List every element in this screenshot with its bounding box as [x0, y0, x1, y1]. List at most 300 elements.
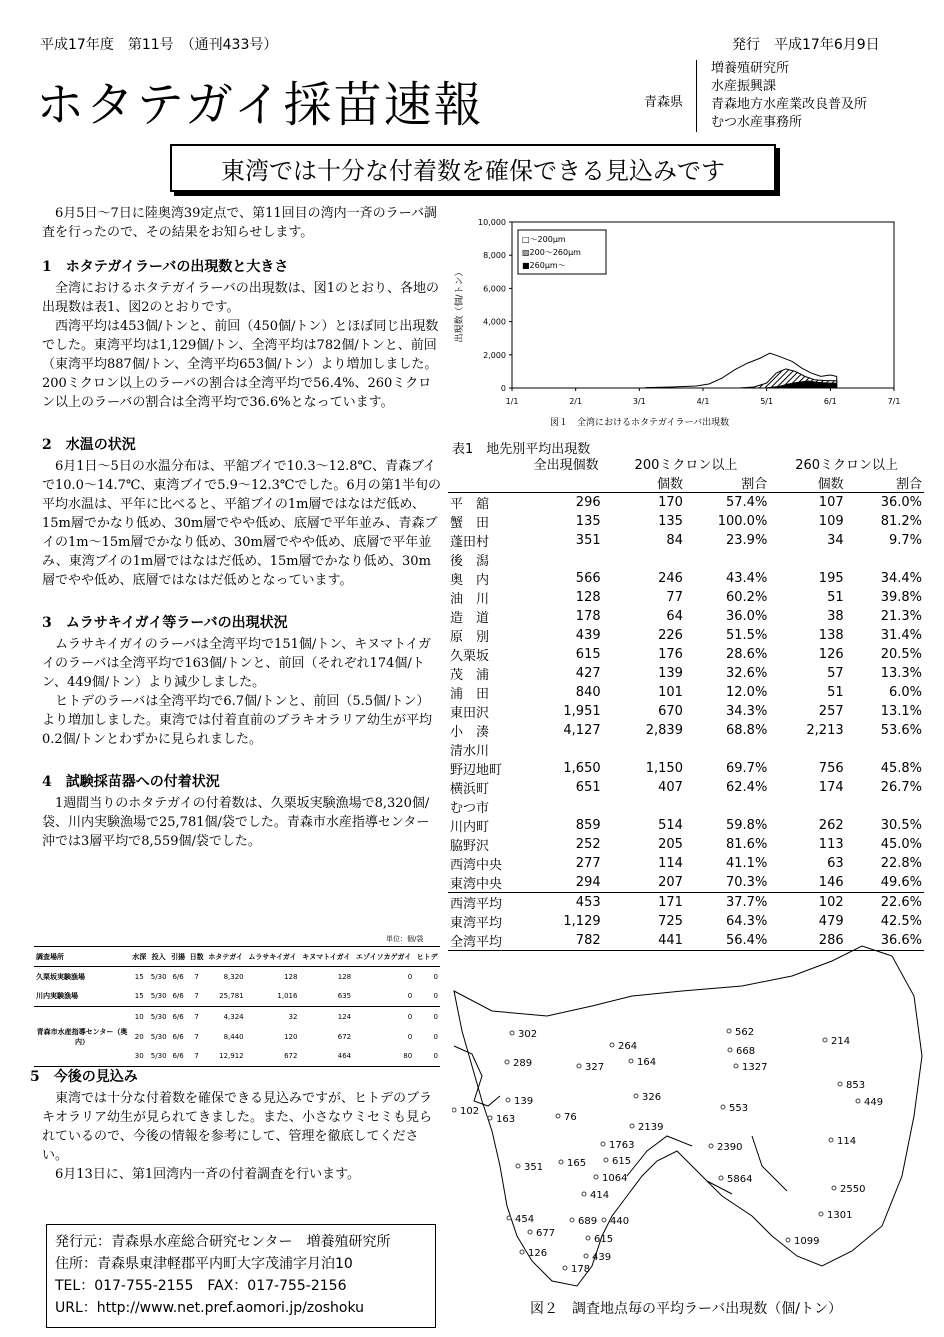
table-cell: 30 — [130, 1047, 149, 1067]
station-value: 2550 — [840, 1184, 866, 1195]
station-value: 5864 — [727, 1174, 753, 1185]
table-cell: 60.2% — [726, 590, 768, 605]
table-cell: 5/30 — [149, 1047, 169, 1067]
table-cell: 49.6% — [880, 875, 922, 890]
station-value: 76 — [564, 1112, 577, 1123]
table-cell: 195 — [818, 571, 844, 586]
station-marker — [610, 1043, 614, 1047]
table-cell: 57 — [827, 666, 844, 681]
table-header-cell: 水深 — [130, 947, 149, 967]
table-cell: 41.1% — [726, 856, 768, 871]
table-cell: 45.8% — [880, 761, 922, 776]
table-cell — [846, 740, 924, 759]
station-value: 1763 — [609, 1140, 635, 1151]
table-cell: 672 — [337, 1032, 352, 1041]
station-value: 163 — [496, 1114, 516, 1125]
table-cell: 126 — [818, 647, 844, 662]
x-tick-label: 7/1 — [887, 397, 901, 406]
issue-number: 平成17年度 第11号 （通刊433号） — [40, 37, 278, 53]
station-value: 102 — [460, 1106, 480, 1117]
table-subheader-row — [448, 473, 924, 493]
table-cell — [685, 740, 769, 759]
station-marker — [528, 1230, 532, 1234]
table-cell — [510, 797, 602, 816]
section-2 — [42, 436, 442, 590]
table-cell: 102 — [769, 893, 845, 913]
location-name: 東湾平均 — [450, 916, 503, 931]
group200-header: 200ミクロン以上 — [634, 458, 738, 473]
table-cell: 5/30 — [150, 972, 167, 981]
station-value: 449 — [864, 1097, 884, 1108]
table-cell — [510, 550, 602, 569]
table-cell: 32 — [246, 1007, 300, 1027]
table-cell: 77 — [666, 590, 683, 605]
address-line: 住所：青森県東津軽郡平内町大字茂浦字月泊10 — [55, 1256, 353, 1272]
table-cell: 57.4% — [685, 493, 769, 513]
table-row — [448, 873, 924, 893]
station-marker — [582, 1192, 586, 1196]
table-cell: 64.3% — [726, 914, 768, 929]
table-cell: 479 — [818, 914, 844, 929]
table-cell: 30.5% — [880, 818, 922, 833]
table-row — [448, 854, 924, 873]
table-cell: 32.6% — [726, 666, 768, 681]
table-cell: 45.0% — [880, 837, 922, 852]
table-row — [448, 531, 924, 550]
table-cell: 135 — [658, 514, 683, 529]
x-tick-label: 5/1 — [760, 397, 774, 406]
table-row — [448, 645, 924, 664]
table-cell — [510, 740, 602, 759]
station-marker — [634, 1094, 638, 1098]
sub-count-header: 個数 — [817, 477, 844, 492]
table-cell: 81.6% — [726, 837, 768, 852]
station-marker — [856, 1099, 860, 1103]
table-header-cell: キヌマトイガイ — [299, 947, 353, 967]
table-header-cell: ヒトデ — [414, 947, 440, 967]
table-cell: 21.3% — [880, 609, 922, 624]
headline: 東湾では十分な付着数を確保できる見込みです — [170, 144, 776, 192]
table-header-cell: ホタテガイ — [206, 947, 246, 967]
table-cell: 207 — [658, 875, 683, 890]
table-cell: 174 — [818, 780, 844, 795]
station-marker — [727, 1029, 731, 1033]
table-cell: 6/6 — [169, 1007, 188, 1027]
table-cell: 670 — [658, 704, 683, 719]
table-row — [448, 778, 924, 797]
table-row — [448, 550, 924, 569]
sub-count-header: 個数 — [656, 477, 683, 492]
table-header-cell: 引揚 — [169, 947, 188, 967]
station-value: 139 — [514, 1096, 534, 1107]
table-cell: 205 — [658, 837, 683, 852]
location-name: むつ市 — [450, 801, 490, 816]
table-cell: 464 — [299, 1047, 353, 1067]
station-value: 615 — [612, 1156, 632, 1167]
table-cell: 青森市水産指導センター（奥内） — [34, 1007, 130, 1067]
sub-ratio-header: 割合 — [895, 477, 922, 492]
table-cell: 7 — [187, 1047, 206, 1067]
table-cell: 1,150 — [645, 761, 683, 776]
table-cell: 859 — [575, 818, 601, 833]
x-tick-label: 3/1 — [632, 397, 646, 406]
table-cell: 128 — [337, 972, 352, 981]
location-name: 原 別 — [450, 630, 490, 645]
table-row — [448, 493, 924, 513]
station-value: 853 — [846, 1080, 866, 1091]
table-cell: 62.4% — [726, 780, 768, 795]
table-cell: 128 — [575, 590, 601, 605]
station-marker — [559, 1160, 563, 1164]
larva-chart — [448, 212, 918, 432]
table-row — [448, 721, 924, 740]
table-cell: 36.6% — [846, 931, 924, 951]
table-cell: 10 — [130, 1007, 149, 1027]
station-marker — [819, 1212, 823, 1216]
station-marker — [629, 1059, 633, 1063]
table-cell: 川内実験漁場 — [36, 992, 78, 1001]
station-marker — [786, 1238, 790, 1242]
location-name: 横浜町 — [450, 782, 490, 797]
station-marker — [507, 1216, 511, 1220]
table-cell: 441 — [603, 931, 685, 951]
table-cell: 15 — [134, 972, 144, 981]
table-cell: 146 — [818, 875, 844, 890]
x-tick-label: 1/1 — [505, 397, 519, 406]
table-cell: 0 — [433, 1032, 438, 1041]
table-cell: 120 — [284, 1032, 298, 1041]
station-value: 326 — [642, 1092, 662, 1103]
table1-title: 表1 地先別平均出現数 — [452, 442, 591, 457]
table2-unit: 単位：個/袋 — [386, 935, 424, 943]
section-heading: 2 水温の状況 — [42, 437, 136, 453]
page-title: ホタテガイ採苗速報 — [36, 77, 484, 133]
table-cell: 12,912 — [206, 1047, 246, 1067]
table-cell: 37.7% — [685, 893, 769, 913]
station-value: 1327 — [742, 1062, 768, 1073]
station-value: 289 — [513, 1058, 533, 1069]
table-cell: 8,440 — [223, 1032, 244, 1041]
table-cell: 9.7% — [888, 533, 922, 548]
table-cell: 2,213 — [806, 723, 844, 738]
table-cell: 109 — [818, 514, 844, 529]
y-tick-label: 10,000 — [478, 218, 506, 227]
table-cell: 294 — [575, 875, 601, 890]
local-larva-table-body — [448, 454, 924, 951]
table-row — [448, 512, 924, 531]
table-cell: 68.8% — [726, 723, 768, 738]
table-cell: 170 — [603, 493, 685, 513]
table-header-cell: 投入 — [149, 947, 169, 967]
table-row — [448, 569, 924, 588]
bay-outline — [454, 946, 922, 1286]
station-value: 562 — [735, 1027, 755, 1038]
table-cell: 840 — [575, 685, 601, 700]
table-cell: 0 — [407, 992, 413, 1001]
section-heading: 3 ムラサキイガイ等ラーバの出現状況 — [42, 615, 288, 631]
table-cell — [685, 550, 769, 569]
y-axis-label: 出現数（個/トン） — [455, 267, 465, 343]
contact-line: TEL：017-755-2155 FAX：017-755-2156 — [55, 1278, 347, 1294]
station-value: 439 — [592, 1252, 612, 1263]
x-tick-label: 2/1 — [569, 397, 583, 406]
section-paragraph: 東湾では十分な付着数を確保できる見込みですが、ヒトデのブラキオラリア幼生が見られてきました。また、小さなウミセミも見られているので、今後の情報を参考にして、管理を徹底してください。 — [42, 1091, 433, 1163]
table-cell: 38 — [827, 609, 844, 624]
table-cell: 15 — [134, 992, 144, 1001]
station-marker — [630, 1124, 634, 1128]
table-cell: 453 — [510, 893, 602, 913]
table-cell: 113 — [818, 837, 844, 852]
station-marker — [556, 1114, 560, 1118]
table-row — [448, 607, 924, 626]
station-marker — [734, 1064, 738, 1068]
location-name: 川内町 — [450, 820, 490, 835]
table-cell: 566 — [575, 571, 601, 586]
table-cell: 28.6% — [726, 647, 768, 662]
url-line: URL：http://www.net.pref.aomori.jp/zoshoku — [55, 1300, 365, 1316]
location-name: 清水川 — [450, 744, 490, 759]
table-cell: 6/6 — [172, 972, 184, 981]
location-name: 油 川 — [450, 592, 490, 607]
legend-entry: ▨200～260μm — [522, 248, 581, 257]
station-value: 2390 — [717, 1142, 743, 1153]
section-paragraph: 6月1日～5日の水温分布は、平舘ブイで10.3～12.8℃、青森ブイで10.0～14.7℃、東湾ブイで5.9～12.3℃でした。6月の第1半旬の平均水温は、平年に比べると、平舘ブイの1m層ではなはだ低め、15m層でかなり低め、30m層でやや低め、底層で平年並み、青森ブイの1m～15m層でかなり低め、30m層でやや低め、底層で平年並み、東湾ブイの1m層ではなはだ低め、15m層でかなり低め、30m層でやや低め、底層ではなはだ低めとなっています。 — [42, 459, 441, 588]
article-body — [42, 204, 442, 851]
legend-entry: ■260μm～ — [522, 261, 566, 270]
station-marker — [602, 1218, 606, 1222]
station-marker — [829, 1138, 833, 1142]
table-cell: 407 — [658, 780, 683, 795]
station-value: 668 — [736, 1046, 756, 1057]
table-cell: 257 — [818, 704, 844, 719]
table-cell: 135 — [575, 514, 601, 529]
table-cell: 252 — [575, 837, 601, 852]
table-header-cell: 調査場所 — [34, 947, 130, 967]
location-name: 東湾中央 — [450, 877, 503, 892]
table-cell: 0 — [414, 1047, 440, 1067]
table-cell: 69.7% — [726, 761, 768, 776]
table-cell: 6/6 — [172, 1032, 184, 1041]
table-row — [34, 987, 440, 1007]
table-cell: 128 — [284, 972, 298, 981]
table-cell: 36.0% — [726, 609, 768, 624]
table-cell: 12.0% — [726, 685, 768, 700]
table-row — [448, 664, 924, 683]
publish-date: 発行 平成17年6月9日 — [732, 37, 880, 53]
location-name: 東田沢 — [450, 706, 490, 721]
station-marker — [838, 1082, 842, 1086]
table-cell: 1,951 — [563, 704, 601, 719]
table-header-cell: ムラサキイガイ — [246, 947, 300, 967]
table-cell — [769, 740, 845, 759]
table-cell: 1,016 — [277, 992, 298, 1001]
settlement-table-body — [34, 967, 440, 1067]
y-tick-label: 2,000 — [483, 350, 506, 360]
station-value: 2139 — [638, 1122, 664, 1133]
table-cell: 久栗坂実験漁場 — [36, 972, 85, 981]
y-tick-label: 6,000 — [483, 284, 506, 294]
station-value: 677 — [536, 1228, 556, 1239]
table-cell: 351 — [575, 533, 601, 548]
station-marker — [719, 1176, 723, 1180]
location-name: 西湾中央 — [450, 858, 503, 873]
station-marker — [452, 1108, 456, 1112]
table-cell: 138 — [818, 628, 844, 643]
station-value: 1064 — [602, 1173, 628, 1184]
settlement-table — [34, 946, 440, 1067]
table-cell: 262 — [818, 818, 844, 833]
x-tick-label: 4/1 — [696, 397, 710, 406]
location-name: 蓬田村 — [450, 535, 490, 550]
station-value: 553 — [729, 1103, 749, 1114]
station-value: 214 — [831, 1036, 851, 1047]
table-cell: 286 — [769, 931, 845, 951]
table-cell: 13.3% — [880, 666, 922, 681]
section-paragraph: 6月13日に、第1回湾内一斉の付着調査を行います。 — [55, 1167, 361, 1182]
table-cell: 64 — [666, 609, 683, 624]
local-larva-table — [448, 454, 924, 951]
table-cell: 5/30 — [150, 1032, 167, 1041]
location-name: 小 湊 — [450, 725, 490, 740]
table-cell: 59.8% — [726, 818, 768, 833]
legend-entry: □～200μm — [522, 235, 566, 244]
table-row — [34, 967, 440, 987]
table-header-cell: エゾイソカゲガイ — [353, 947, 414, 967]
section-3 — [42, 614, 442, 749]
table-cell: 296 — [510, 493, 602, 513]
table-header-row — [34, 947, 440, 967]
table-cell: 5/30 — [149, 1007, 169, 1027]
table-cell: 439 — [575, 628, 601, 643]
table-cell — [603, 797, 685, 816]
table-cell: 23.9% — [726, 533, 768, 548]
table-cell: 31.4% — [880, 628, 922, 643]
section-paragraph: ヒトデのラーバは全湾平均で6.7個/トンと、前回（5.5個/トン）より増加しました。東湾では付着直前のブラキオラリア幼生が平均0.2個/トンとわずかに見られました。 — [42, 694, 433, 747]
table-cell — [685, 797, 769, 816]
location-name: 西湾平均 — [448, 893, 510, 913]
station-marker — [604, 1158, 608, 1162]
station-value: 327 — [585, 1062, 605, 1073]
table-cell: 0 — [433, 972, 438, 981]
table-cell: 176 — [658, 647, 683, 662]
station-value: 689 — [578, 1216, 598, 1227]
station-value: 164 — [637, 1057, 657, 1068]
section-paragraph: 西湾平均は453個/トンと、前回（450個/トン）とほぼ同じ出現数でした。東湾平均は1,129個/トン、全湾平均は782個/トンと、前回（東湾平均887個/トン、全湾平均653個/トン）より増加しました。200ミクロン以上のラーバの割合は全湾平均で56.4%、260ミクロン以上のラーバの割合は全湾平均で36.6%となっています。 — [42, 319, 439, 410]
location-name: 久栗坂 — [450, 649, 490, 664]
table-cell: 34.3% — [726, 704, 768, 719]
table-cell: 1,129 — [563, 914, 601, 929]
station-marker — [832, 1186, 836, 1190]
prefecture-label: 青森県 — [644, 95, 684, 110]
station-marker — [563, 1266, 567, 1270]
table-cell: 36.0% — [846, 493, 924, 513]
table-cell: 63 — [827, 856, 844, 871]
table-cell: 0 — [414, 1007, 440, 1027]
table-header-row — [448, 454, 924, 473]
station-value: 615 — [594, 1234, 614, 1245]
section-paragraph: 全湾におけるホタテガイラーバの出現数は、図1のとおり、各地の出現数は表1、図2のとおりです。 — [42, 281, 439, 315]
station-value: 165 — [567, 1158, 587, 1169]
table-row — [34, 1007, 440, 1027]
section-heading: 1 ホタテガイラーバの出現数と大きさ — [42, 259, 289, 275]
table-cell: 7 — [194, 1032, 199, 1041]
section-4 — [42, 773, 442, 851]
table-cell: 53.6% — [880, 723, 922, 738]
section-heading: 5 今後の見込み — [30, 1069, 138, 1085]
table-row — [448, 740, 924, 759]
table-cell — [846, 550, 924, 569]
table-cell: 22.8% — [880, 856, 922, 871]
station-value: 178 — [571, 1264, 591, 1275]
organization-list — [696, 60, 867, 132]
station-value: 454 — [515, 1214, 535, 1225]
table-cell: 139 — [658, 666, 683, 681]
station-value: 1099 — [794, 1236, 820, 1247]
publisher-line: 発行元：青森県水産総合研究センター 増養殖研究所 — [55, 1234, 391, 1250]
org-item: 青森地方水産業改良普及所 — [711, 97, 868, 112]
station-marker — [505, 1060, 509, 1064]
table-cell: 51 — [827, 590, 844, 605]
table-cell: 246 — [658, 571, 683, 586]
org-item: 増養殖研究所 — [711, 61, 790, 76]
location-name: 脇野沢 — [450, 839, 490, 854]
table-cell: 0 — [407, 972, 413, 981]
table-cell: 756 — [818, 761, 844, 776]
location-name: 蟹 田 — [450, 516, 490, 531]
station-marker — [510, 1031, 514, 1035]
table-cell: 427 — [575, 666, 601, 681]
table-row — [448, 683, 924, 702]
station-marker — [709, 1144, 713, 1148]
table-cell: 20.5% — [880, 647, 922, 662]
section-1 — [42, 258, 442, 412]
sub-ratio-header: 割合 — [741, 477, 768, 492]
y-tick-label: 0 — [500, 384, 506, 393]
table-cell: 42.5% — [880, 914, 922, 929]
table-cell: 25,781 — [219, 992, 244, 1001]
section-paragraph: ムラサキイガイのラーバは全湾平均で151個/トン、キヌマトイガイのラーバは全湾平均で163個/トンと、前回（それぞれ174個/トン、449個/トン）より減少しました。 — [42, 637, 432, 690]
map-caption: 図２ 調査地点毎の平均ラーバ出現数（個/トン） — [530, 1301, 843, 1317]
section-paragraph: 1週間当りのホタテガイの付着数は、久栗坂実験漁場で8,320個/袋、川内実験漁場で25,781個/袋でした。青森市水産指導センター沖では3層平均で8,559個/袋でした。 — [42, 796, 430, 849]
location-name: 平 舘 — [448, 493, 510, 513]
table-cell: 6.0% — [888, 685, 922, 700]
table-cell: 84 — [666, 533, 683, 548]
table-cell: 0 — [353, 1007, 414, 1027]
station-marker — [577, 1064, 581, 1068]
table-cell — [603, 550, 685, 569]
station-marker — [601, 1142, 605, 1146]
table-cell: 51.5% — [726, 628, 768, 643]
table-cell: 26.7% — [880, 780, 922, 795]
table-row — [448, 816, 924, 835]
table-cell: 124 — [299, 1007, 353, 1027]
table-cell — [846, 797, 924, 816]
table-cell: 20 — [134, 1032, 144, 1041]
table-cell: 4,324 — [206, 1007, 246, 1027]
table-cell: 101 — [658, 685, 683, 700]
table-header-cell: 日数 — [187, 947, 206, 967]
table-cell: 39.8% — [880, 590, 922, 605]
table-row — [448, 835, 924, 854]
station-value: 1301 — [827, 1210, 853, 1221]
table-cell: 277 — [575, 856, 601, 871]
x-tick-label: 6/1 — [823, 397, 837, 406]
station-marker — [823, 1038, 827, 1042]
table-cell: 178 — [575, 609, 601, 624]
section-5 — [30, 1068, 442, 1184]
table-cell: 4,127 — [563, 723, 601, 738]
station-value: 126 — [528, 1248, 548, 1259]
